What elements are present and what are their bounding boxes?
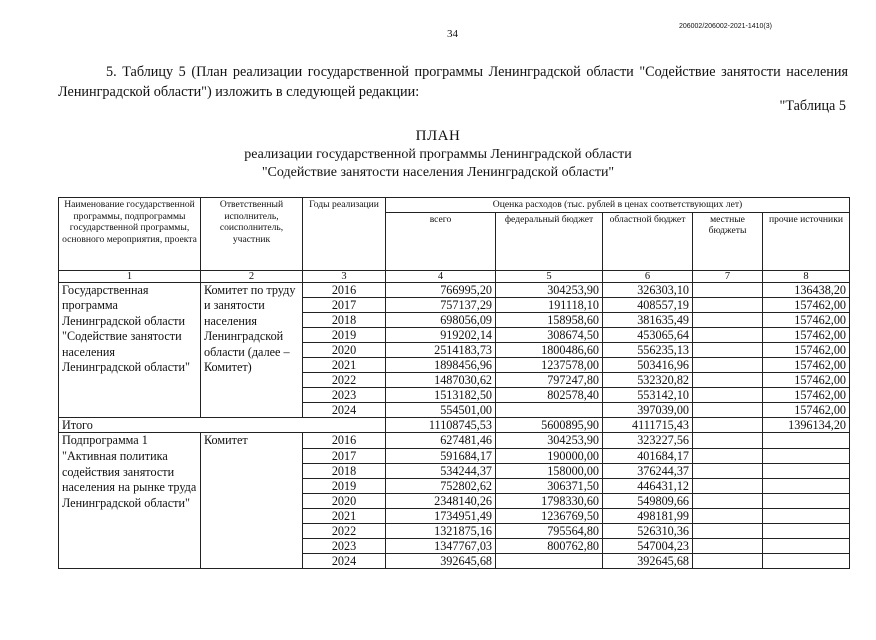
federal-cell: 795564,80 bbox=[496, 524, 603, 539]
year-cell: 2021 bbox=[303, 357, 386, 372]
federal-cell bbox=[496, 554, 603, 569]
other-cell bbox=[763, 463, 850, 478]
regional-cell: 532320,82 bbox=[603, 373, 693, 388]
year-cell: 2022 bbox=[303, 524, 386, 539]
year-cell: 2023 bbox=[303, 388, 386, 403]
total-cell: 698056,09 bbox=[386, 312, 496, 327]
col-number: 3 bbox=[303, 270, 386, 282]
col-number: 1 bbox=[59, 270, 201, 282]
plan-table-body bbox=[59, 282, 850, 569]
regional-cell: 408557,19 bbox=[603, 297, 693, 312]
total-cell: 1487030,62 bbox=[386, 373, 496, 388]
local-cell bbox=[693, 327, 763, 342]
regional-cell: 549809,66 bbox=[603, 493, 693, 508]
total-cell: 1734951,49 bbox=[386, 508, 496, 523]
local-cell bbox=[693, 433, 763, 448]
other-cell: 157462,00 bbox=[763, 327, 850, 342]
total-regional-cell: 4111715,43 bbox=[603, 418, 693, 433]
regional-cell: 401684,17 bbox=[603, 448, 693, 463]
total-total-cell: 11108745,53 bbox=[386, 418, 496, 433]
year-cell: 2021 bbox=[303, 508, 386, 523]
header-other: прочие источники bbox=[763, 212, 850, 270]
year-cell: 2023 bbox=[303, 539, 386, 554]
total-cell: 392645,68 bbox=[386, 554, 496, 569]
total-federal-cell: 5600895,90 bbox=[496, 418, 603, 433]
total-label: Итого bbox=[59, 418, 386, 433]
col-number: 7 bbox=[693, 270, 763, 282]
col-number: 4 bbox=[386, 270, 496, 282]
federal-cell: 800762,80 bbox=[496, 539, 603, 554]
federal-cell: 308674,50 bbox=[496, 327, 603, 342]
federal-cell bbox=[496, 403, 603, 418]
total-cell: 554501,00 bbox=[386, 403, 496, 418]
federal-cell: 1237578,00 bbox=[496, 357, 603, 372]
header-local: местные бюджеты bbox=[693, 212, 763, 270]
header-name: Наименование государственной программы, подпрограммы государственной программы, основного мероприятия, проекта bbox=[59, 198, 201, 271]
federal-cell: 191118,10 bbox=[496, 297, 603, 312]
other-cell: 136438,20 bbox=[763, 282, 850, 297]
plan-table bbox=[58, 197, 850, 569]
total-cell: 2514183,73 bbox=[386, 342, 496, 357]
program-row bbox=[59, 282, 850, 297]
other-cell: 157462,00 bbox=[763, 373, 850, 388]
header-total: всего bbox=[386, 212, 496, 270]
total-cell: 2348140,26 bbox=[386, 493, 496, 508]
other-cell: 157462,00 bbox=[763, 357, 850, 372]
program-name: Государственная программа Ленинградской области "Содействие занятости населения Ленинградской области" bbox=[59, 282, 201, 418]
local-cell bbox=[693, 493, 763, 508]
local-cell bbox=[693, 463, 763, 478]
other-cell bbox=[763, 524, 850, 539]
federal-cell: 797247,80 bbox=[496, 373, 603, 388]
plan-title: ПЛАН bbox=[415, 128, 461, 144]
year-cell: 2017 bbox=[303, 448, 386, 463]
federal-cell: 304253,90 bbox=[496, 282, 603, 297]
local-cell bbox=[693, 448, 763, 463]
regional-cell: 503416,96 bbox=[603, 357, 693, 372]
year-cell: 2019 bbox=[303, 327, 386, 342]
document-code: 206002/206002-2021-1410(3) bbox=[678, 23, 772, 30]
total-other-cell: 1396134,20 bbox=[763, 418, 850, 433]
column-number-row bbox=[59, 270, 850, 282]
regional-cell: 326303,10 bbox=[603, 282, 693, 297]
other-cell: 157462,00 bbox=[763, 388, 850, 403]
total-cell: 752802,62 bbox=[386, 478, 496, 493]
intro-paragraph: 5. Таблицу 5 (План реализации государственной программы Ленинградской области "Содействие занятости населения Ленинградской области") изложить в следующей редакции: bbox=[58, 64, 848, 100]
other-cell: 157462,00 bbox=[763, 297, 850, 312]
total-row bbox=[59, 418, 850, 433]
plan-subtitle: реализации государственной программы Ленинградской области bbox=[244, 147, 632, 162]
regional-cell: 446431,12 bbox=[603, 478, 693, 493]
year-cell: 2016 bbox=[303, 433, 386, 448]
year-cell: 2022 bbox=[303, 373, 386, 388]
local-cell bbox=[693, 388, 763, 403]
col-number: 8 bbox=[763, 270, 850, 282]
other-cell bbox=[763, 433, 850, 448]
local-cell bbox=[693, 403, 763, 418]
local-cell bbox=[693, 282, 763, 297]
other-cell bbox=[763, 539, 850, 554]
year-cell: 2018 bbox=[303, 312, 386, 327]
regional-cell: 556235,13 bbox=[603, 342, 693, 357]
local-cell bbox=[693, 297, 763, 312]
other-cell bbox=[763, 493, 850, 508]
program-executor: Комитет по труду и занятости населения Ленинградской области (далее – Комитет) bbox=[201, 282, 303, 418]
federal-cell: 802578,40 bbox=[496, 388, 603, 403]
year-cell: 2018 bbox=[303, 463, 386, 478]
local-cell bbox=[693, 342, 763, 357]
local-cell bbox=[693, 312, 763, 327]
other-cell bbox=[763, 508, 850, 523]
local-cell bbox=[693, 524, 763, 539]
federal-cell: 1236769,50 bbox=[496, 508, 603, 523]
page-number: 34 bbox=[447, 28, 458, 40]
local-cell bbox=[693, 478, 763, 493]
regional-cell: 392645,68 bbox=[603, 554, 693, 569]
federal-cell: 1800486,60 bbox=[496, 342, 603, 357]
total-cell: 757137,29 bbox=[386, 297, 496, 312]
regional-cell: 453065,64 bbox=[603, 327, 693, 342]
total-cell: 1321875,16 bbox=[386, 524, 496, 539]
header-federal: федеральный бюджет bbox=[496, 212, 603, 270]
federal-cell: 1798330,60 bbox=[496, 493, 603, 508]
regional-cell: 376244,37 bbox=[603, 463, 693, 478]
regional-cell: 547004,23 bbox=[603, 539, 693, 554]
col-number: 2 bbox=[201, 270, 303, 282]
other-cell: 157462,00 bbox=[763, 312, 850, 327]
header-expenses: Оценка расходов (тыс. рублей в ценах соответствующих лет) bbox=[386, 198, 850, 213]
header-executor: Ответственный исполнитель, соисполнитель, участник bbox=[201, 198, 303, 271]
total-local-cell bbox=[693, 418, 763, 433]
subprogram-executor: Комитет bbox=[201, 433, 303, 569]
other-cell: 157462,00 bbox=[763, 342, 850, 357]
regional-cell: 323227,56 bbox=[603, 433, 693, 448]
federal-cell: 158000,00 bbox=[496, 463, 603, 478]
plan-program-name: "Содействие занятости населения Ленинградской области" bbox=[261, 165, 615, 180]
table-reference: "Таблица 5 bbox=[779, 98, 846, 114]
local-cell bbox=[693, 357, 763, 372]
year-cell: 2016 bbox=[303, 282, 386, 297]
total-cell: 591684,17 bbox=[386, 448, 496, 463]
local-cell bbox=[693, 554, 763, 569]
local-cell bbox=[693, 508, 763, 523]
other-cell bbox=[763, 554, 850, 569]
regional-cell: 397039,00 bbox=[603, 403, 693, 418]
other-cell bbox=[763, 478, 850, 493]
federal-cell: 158958,60 bbox=[496, 312, 603, 327]
total-cell: 1347767,03 bbox=[386, 539, 496, 554]
total-cell: 627481,46 bbox=[386, 433, 496, 448]
year-cell: 2019 bbox=[303, 478, 386, 493]
total-cell: 534244,37 bbox=[386, 463, 496, 478]
total-cell: 766995,20 bbox=[386, 282, 496, 297]
regional-cell: 526310,36 bbox=[603, 524, 693, 539]
subprogram-name: Подпрограмма 1 "Активная политика содействия занятости населения на рынке труда Ленинградской области" bbox=[59, 433, 201, 569]
regional-cell: 381635,49 bbox=[603, 312, 693, 327]
header-years: Годы реализации bbox=[303, 198, 386, 271]
federal-cell: 304253,90 bbox=[496, 433, 603, 448]
regional-cell: 498181,99 bbox=[603, 508, 693, 523]
federal-cell: 306371,50 bbox=[496, 478, 603, 493]
total-cell: 1898456,96 bbox=[386, 357, 496, 372]
col-number: 5 bbox=[496, 270, 603, 282]
federal-cell: 190000,00 bbox=[496, 448, 603, 463]
year-cell: 2017 bbox=[303, 297, 386, 312]
year-cell: 2024 bbox=[303, 403, 386, 418]
local-cell bbox=[693, 373, 763, 388]
regional-cell: 553142,10 bbox=[603, 388, 693, 403]
year-cell: 2024 bbox=[303, 554, 386, 569]
other-cell: 157462,00 bbox=[763, 403, 850, 418]
local-cell bbox=[693, 539, 763, 554]
year-cell: 2020 bbox=[303, 342, 386, 357]
total-cell: 919202,14 bbox=[386, 327, 496, 342]
subprogram-row bbox=[59, 433, 850, 448]
other-cell bbox=[763, 448, 850, 463]
header-regional: областной бюджет bbox=[603, 212, 693, 270]
col-number: 6 bbox=[603, 270, 693, 282]
year-cell: 2020 bbox=[303, 493, 386, 508]
total-cell: 1513182,50 bbox=[386, 388, 496, 403]
